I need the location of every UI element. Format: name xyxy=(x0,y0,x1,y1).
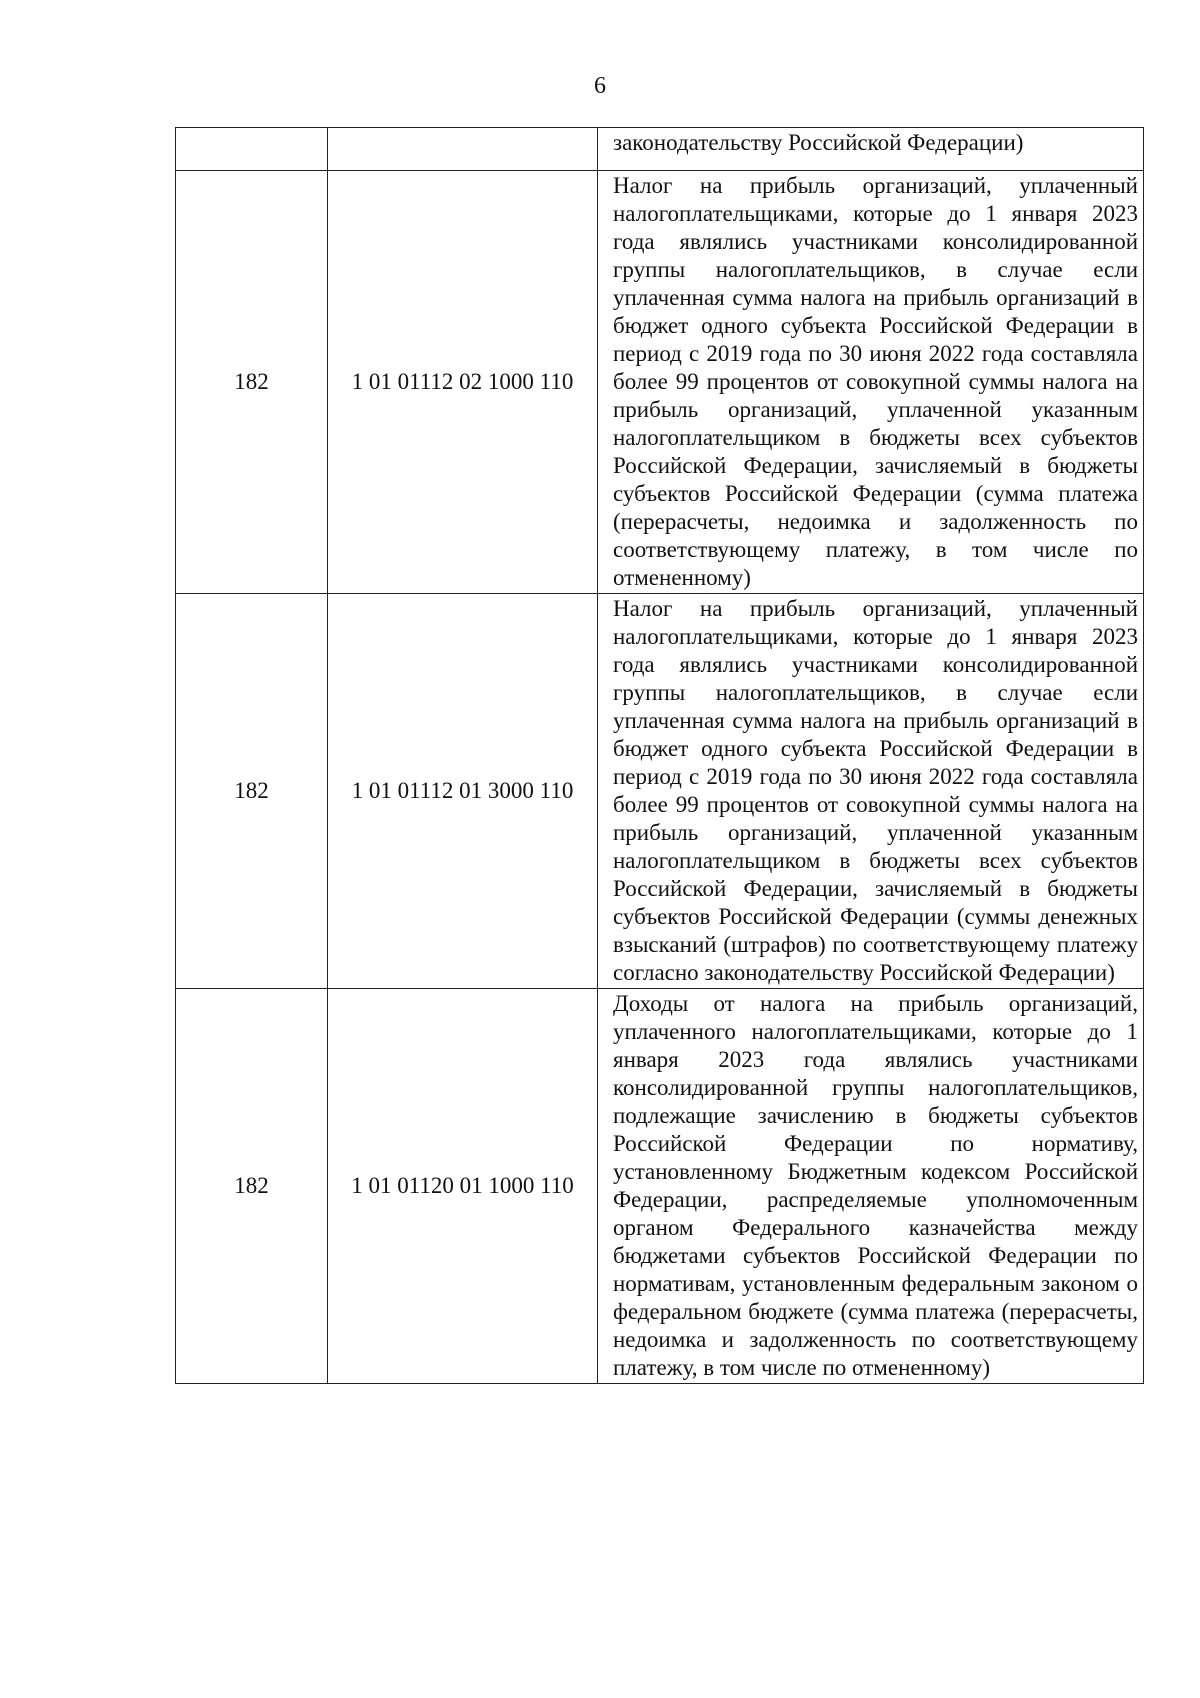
table-row xyxy=(176,594,1144,989)
kbk-cell xyxy=(328,128,598,171)
description-cell: Налог на прибыль организаций, уплаченный налогоплательщиками, которые до 1 января 2023 года являлись участниками консолидированной группы налогоплательщиков, в случае если уплаченная сумма налога на прибыль организаций в бюджет одного субъекта Российской Федерации в период с 2019 года по 30 июня 2022 года составляла более 99 процентов от совокупной суммы налога на прибыль организаций, уплаченной указанным налогоплательщиком в бюджеты всех субъектов Российской Федерации, зачисляемый в бюджеты субъектов Российской Федерации (суммы денежных взысканий (штрафов) по соответствующему платежу согласно законодательству Российской Федерации) xyxy=(598,594,1144,989)
admin-code-cell: 182 xyxy=(176,171,328,594)
table-row xyxy=(176,989,1144,1384)
kbk-cell: 1 01 01112 01 3000 110 xyxy=(328,594,598,989)
admin-code-cell xyxy=(176,128,328,171)
kbk-cell: 1 01 01112 02 1000 110 xyxy=(328,171,598,594)
page-number: 6 xyxy=(594,73,606,99)
kbk-cell: 1 01 01120 01 1000 110 xyxy=(328,989,598,1384)
table-row xyxy=(176,171,1144,594)
admin-code-cell: 182 xyxy=(176,594,328,989)
description-cell: Доходы от налога на прибыль организаций, уплаченного налогоплательщиками, которые до 1 января 2023 года являлись участниками консолидированной группы налогоплательщиков, подлежащие зачислению в бюджеты субъектов Российской Федерации по нормативу, установленному Бюджетным кодексом Российской Федерации, распределяемые уполномоченным органом Федерального казначейства между бюджетами субъектов Российской Федерации по нормативам, установленным федеральным законом о федеральном бюджете (сумма платежа (перерасчеты, недоимка и задолженность по соответствующему платежу, в том числе по отмененному) xyxy=(598,989,1144,1384)
description-cell: Налог на прибыль организаций, уплаченный налогоплательщиками, которые до 1 января 2023 года являлись участниками консолидированной группы налогоплательщиков, в случае если уплаченная сумма налога на прибыль организаций в бюджет одного субъекта Российской Федерации в период с 2019 года по 30 июня 2022 года составляла более 99 процентов от совокупной суммы налога на прибыль организаций, уплаченной указанным налогоплательщиком в бюджеты всех субъектов Российской Федерации, зачисляемый в бюджеты субъектов Российской Федерации (сумма платежа (перерасчеты, недоимка и задолженность по соответствующему платежу, в том числе по отмененному) xyxy=(598,171,1144,594)
revenue-codes-table xyxy=(175,127,1144,1384)
table-row-continuation xyxy=(176,128,1144,171)
description-cell: законодательству Российской Федерации) xyxy=(598,128,1144,171)
admin-code-cell: 182 xyxy=(176,989,328,1384)
